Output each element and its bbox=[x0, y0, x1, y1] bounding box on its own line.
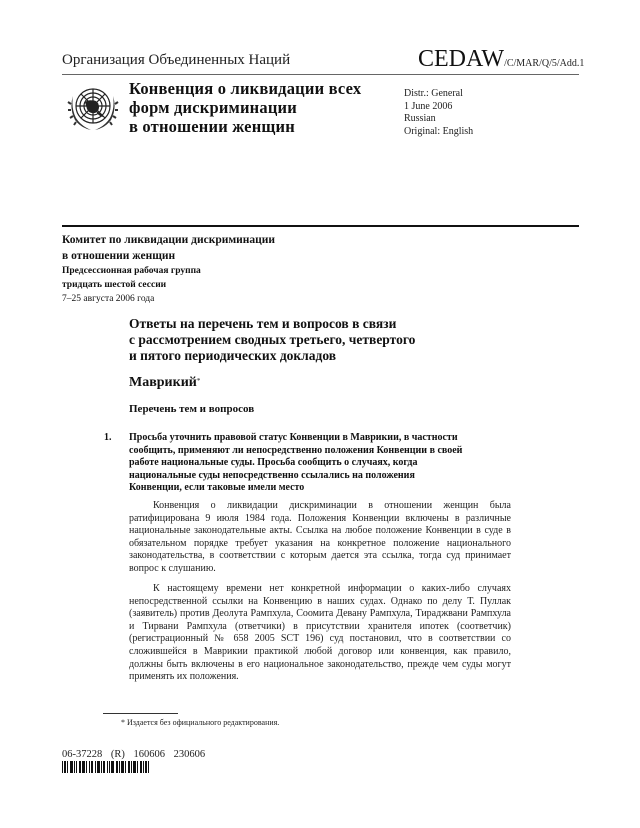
convention-title-line: форм дискриминации bbox=[129, 98, 297, 117]
language: Russian bbox=[404, 113, 436, 124]
session: тридцать шестой сессии bbox=[62, 280, 167, 290]
document-symbol bbox=[418, 46, 584, 73]
question-text: Просьба уточнить правовой статус Конвенции в Маврикии, в частности сообщить, применяют ли непосредственно положения Конвенции в своей работе национальные суды. Просьба сообщить о случаях, когда национальные суды непосредственно ссылались на положения Конвенции, если таковые имели место bbox=[129, 432, 463, 494]
paragraph-text: К настоящему времени нет конкретной информации о каких-либо случаях непосредственной ссылки на Конвенцию в наших судах. Однако по делу Т. Пуллак (заявитель) против Деолута Рампхула, Соомита Девану Рампхула, Тираджвани Рампхула и Тирвани Рампхула (ответчики) в присутствии хранителя ипотек (соответчик) (регистрационный № 658 2005 SCT 196) суд постановил, что в соответствии со сложившейся в Маврикии практикой любой договор или конвенция, как правило, должны быть включены в его национальное законодательство, прежде чем суды могут применять их положения. bbox=[129, 583, 511, 683]
document-title-line: Ответы на перечень тем и вопросов в связи bbox=[129, 316, 397, 331]
convention-title-line: Конвенция о ликвидации всех bbox=[129, 79, 362, 98]
answer-paragraph bbox=[129, 500, 511, 576]
convention-title bbox=[129, 79, 399, 136]
symbol-suffix: /C/MAR/Q/5/Add.1 bbox=[504, 58, 585, 69]
document-title-line: и пятого периодических докладов bbox=[129, 348, 337, 363]
distribution-type: Distr.: General bbox=[404, 88, 463, 99]
paragraph-text: Конвенция о ликвидации дискриминации в отношении женщин была ратифицирована 9 июля 1984 года. Положения Конвенции включены в различные национальные законодательные акты. Ссылка на любое положение Конвенции в суде в обязательном порядке требует указания на конкретное положение национального законодательства, в соответствии с которым дается эта ссылка, тогда суд принимает вопрос к слушанию. bbox=[129, 500, 511, 574]
country-name: Маврикий bbox=[129, 375, 197, 390]
original-language: Original: English bbox=[404, 125, 474, 137]
country-heading bbox=[129, 375, 200, 391]
footnote-divider bbox=[103, 713, 178, 714]
document-title bbox=[129, 316, 489, 364]
issue-date: 1 June 2006 bbox=[404, 100, 453, 112]
answer-paragraph bbox=[129, 583, 511, 684]
symbol-main: CEDAW bbox=[418, 46, 505, 72]
job-number: 06-37228 (R) 160606 230606 bbox=[62, 749, 206, 760]
question-number: 1. bbox=[104, 432, 112, 443]
organization-name: Организация Объединенных Наций bbox=[62, 52, 291, 68]
document-title-line: с рассмотрением сводных третьего, четвертого bbox=[129, 332, 416, 347]
distribution-block bbox=[404, 88, 473, 138]
header-divider bbox=[62, 74, 579, 75]
footnote-marker[interactable]: * bbox=[196, 377, 201, 385]
un-emblem-icon bbox=[65, 80, 121, 136]
footnote: * Издается без официального редактирования. bbox=[121, 718, 280, 727]
section-heading: Перечень тем и вопросов bbox=[129, 403, 255, 415]
convention-title-line: в отношении женщин bbox=[129, 117, 295, 136]
barcode-icon bbox=[62, 761, 169, 773]
committee-name: в отношении женщин bbox=[62, 250, 176, 262]
session-dates: 7–25 августа 2006 года bbox=[62, 294, 155, 304]
working-group: Предсессионная рабочая группа bbox=[62, 266, 201, 276]
committee-name: Комитет по ликвидации дискриминации bbox=[62, 234, 276, 246]
section-divider bbox=[62, 225, 579, 227]
committee-block bbox=[62, 232, 462, 306]
